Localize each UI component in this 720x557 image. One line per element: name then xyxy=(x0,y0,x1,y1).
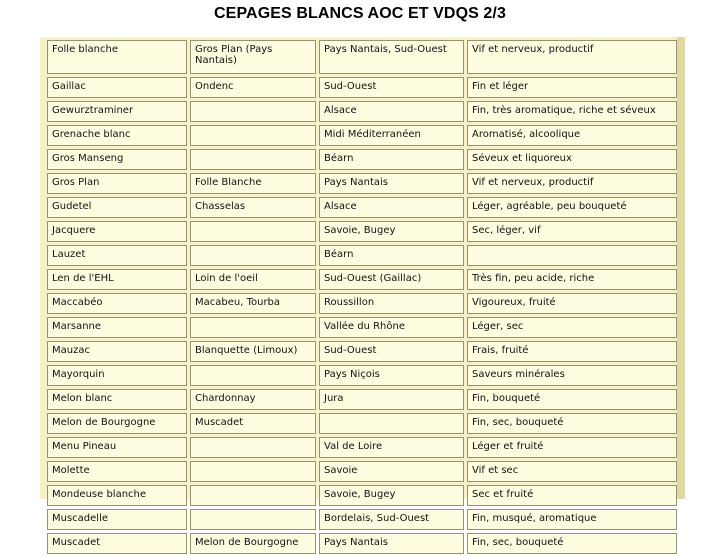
grape-name-cell: Maccabéo xyxy=(47,293,187,314)
grape-name-cell: Jacquere xyxy=(47,221,187,242)
synonym-cell: Loin de l'oeil xyxy=(190,269,316,290)
character-cell: Vif et nerveux, productif xyxy=(467,173,677,194)
synonym-cell xyxy=(190,125,316,146)
region-cell: Midi Méditerranéen xyxy=(319,125,464,146)
region-cell: Bordelais, Sud-Ouest xyxy=(319,509,464,530)
region-cell: Alsace xyxy=(319,197,464,218)
region-cell: Pays Nantais xyxy=(319,533,464,554)
synonym-cell: Folle Blanche xyxy=(190,173,316,194)
grape-name-cell: Melon blanc xyxy=(47,389,187,410)
grape-name-cell: Lauzet xyxy=(47,245,187,266)
grape-name-cell: Muscadet xyxy=(47,533,187,554)
region-cell: Savoie, Bugey xyxy=(319,221,464,242)
table-row xyxy=(47,533,677,554)
character-cell xyxy=(467,245,677,266)
synonym-cell xyxy=(190,437,316,458)
grape-name-cell: Marsanne xyxy=(47,317,187,338)
table-row xyxy=(47,125,677,146)
table-row xyxy=(47,221,677,242)
character-cell: Fin, bouqueté xyxy=(467,389,677,410)
table-row xyxy=(47,40,677,74)
table-row xyxy=(47,149,677,170)
character-cell: Fin et léger xyxy=(467,77,677,98)
character-cell: Séveux et liquoreux xyxy=(467,149,677,170)
scroll-edge xyxy=(677,37,685,499)
region-cell: Béarn xyxy=(319,149,464,170)
table-row xyxy=(47,461,677,482)
character-cell: Léger et fruité xyxy=(467,437,677,458)
region-cell: Pays Niçois xyxy=(319,365,464,386)
grape-name-cell: Mayorquin xyxy=(47,365,187,386)
grape-name-cell: Gewurztraminer xyxy=(47,101,187,122)
table-row xyxy=(47,317,677,338)
character-cell: Léger, agréable, peu bouqueté xyxy=(467,197,677,218)
table-row xyxy=(47,293,677,314)
synonym-cell xyxy=(190,317,316,338)
character-cell: Frais, fruité xyxy=(467,341,677,362)
character-cell: Vif et sec xyxy=(467,461,677,482)
region-cell: Sud-Ouest (Gaillac) xyxy=(319,269,464,290)
character-cell: Très fin, peu acide, riche xyxy=(467,269,677,290)
grape-name-cell: Melon de Bourgogne xyxy=(47,413,187,434)
table-row xyxy=(47,389,677,410)
character-cell: Fin, musqué, aromatique xyxy=(467,509,677,530)
grape-name-cell: Len de l'EHL xyxy=(47,269,187,290)
table-row xyxy=(47,365,677,386)
synonym-cell: Ondenc xyxy=(190,77,316,98)
grape-name-cell: Gaillac xyxy=(47,77,187,98)
region-cell: Alsace xyxy=(319,101,464,122)
grape-table xyxy=(44,37,680,557)
table-row xyxy=(47,485,677,506)
grape-name-cell: Muscadelle xyxy=(47,509,187,530)
character-cell: Vigoureux, fruité xyxy=(467,293,677,314)
character-cell: Sec, léger, vif xyxy=(467,221,677,242)
grape-table-container xyxy=(40,37,677,548)
table-row xyxy=(47,509,677,530)
synonym-cell: Macabeu, Tourba xyxy=(190,293,316,314)
page-title: CEPAGES BLANCS AOC ET VDQS 2/3 xyxy=(214,5,506,22)
table-row xyxy=(47,101,677,122)
character-cell: Fin, sec, bouqueté xyxy=(467,533,677,554)
synonym-cell: Chardonnay xyxy=(190,389,316,410)
table-row xyxy=(47,173,677,194)
table-row xyxy=(47,437,677,458)
synonym-cell xyxy=(190,149,316,170)
grape-name-cell: Grenache blanc xyxy=(47,125,187,146)
character-cell: Sec et fruité xyxy=(467,485,677,506)
character-cell: Aromatisé, alcoolique xyxy=(467,125,677,146)
synonym-cell: Blanquette (Limoux) xyxy=(190,341,316,362)
character-cell: Saveurs minérales xyxy=(467,365,677,386)
synonym-cell: Muscadet xyxy=(190,413,316,434)
region-cell: Jura xyxy=(319,389,464,410)
region-cell: Sud-Ouest xyxy=(319,341,464,362)
synonym-cell xyxy=(190,221,316,242)
grape-name-cell: Menu Pineau xyxy=(47,437,187,458)
synonym-cell xyxy=(190,101,316,122)
synonym-cell: Chasselas xyxy=(190,197,316,218)
character-cell: Léger, sec xyxy=(467,317,677,338)
region-cell: Vallée du Rhône xyxy=(319,317,464,338)
table-row xyxy=(47,341,677,362)
character-cell: Fin, très aromatique, riche et séveux xyxy=(467,101,677,122)
synonym-cell xyxy=(190,461,316,482)
grape-name-cell: Mauzac xyxy=(47,341,187,362)
region-cell xyxy=(319,413,464,434)
region-cell: Béarn xyxy=(319,245,464,266)
synonym-cell xyxy=(190,365,316,386)
grape-name-cell: Folle blanche xyxy=(47,40,187,74)
synonym-cell xyxy=(190,485,316,506)
synonym-cell xyxy=(190,245,316,266)
synonym-cell: Melon de Bourgogne xyxy=(190,533,316,554)
table-row xyxy=(47,413,677,434)
region-cell: Sud-Ouest xyxy=(319,77,464,98)
table-row xyxy=(47,197,677,218)
region-cell: Savoie xyxy=(319,461,464,482)
table-row xyxy=(47,245,677,266)
region-cell: Pays Nantais, Sud-Ouest xyxy=(319,40,464,74)
grape-name-cell: Gros Plan xyxy=(47,173,187,194)
grape-name-cell: Gros Manseng xyxy=(47,149,187,170)
table-row xyxy=(47,77,677,98)
region-cell: Roussillon xyxy=(319,293,464,314)
grape-name-cell: Mondeuse blanche xyxy=(47,485,187,506)
region-cell: Savoie, Bugey xyxy=(319,485,464,506)
grape-name-cell: Molette xyxy=(47,461,187,482)
synonym-cell xyxy=(190,509,316,530)
grape-name-cell: Gudetel xyxy=(47,197,187,218)
character-cell: Vif et nerveux, productif xyxy=(467,40,677,74)
synonym-cell: Gros Plan (Pays Nantais) xyxy=(190,40,316,74)
region-cell: Pays Nantais xyxy=(319,173,464,194)
table-row xyxy=(47,269,677,290)
region-cell: Val de Loire xyxy=(319,437,464,458)
character-cell: Fin, sec, bouqueté xyxy=(467,413,677,434)
